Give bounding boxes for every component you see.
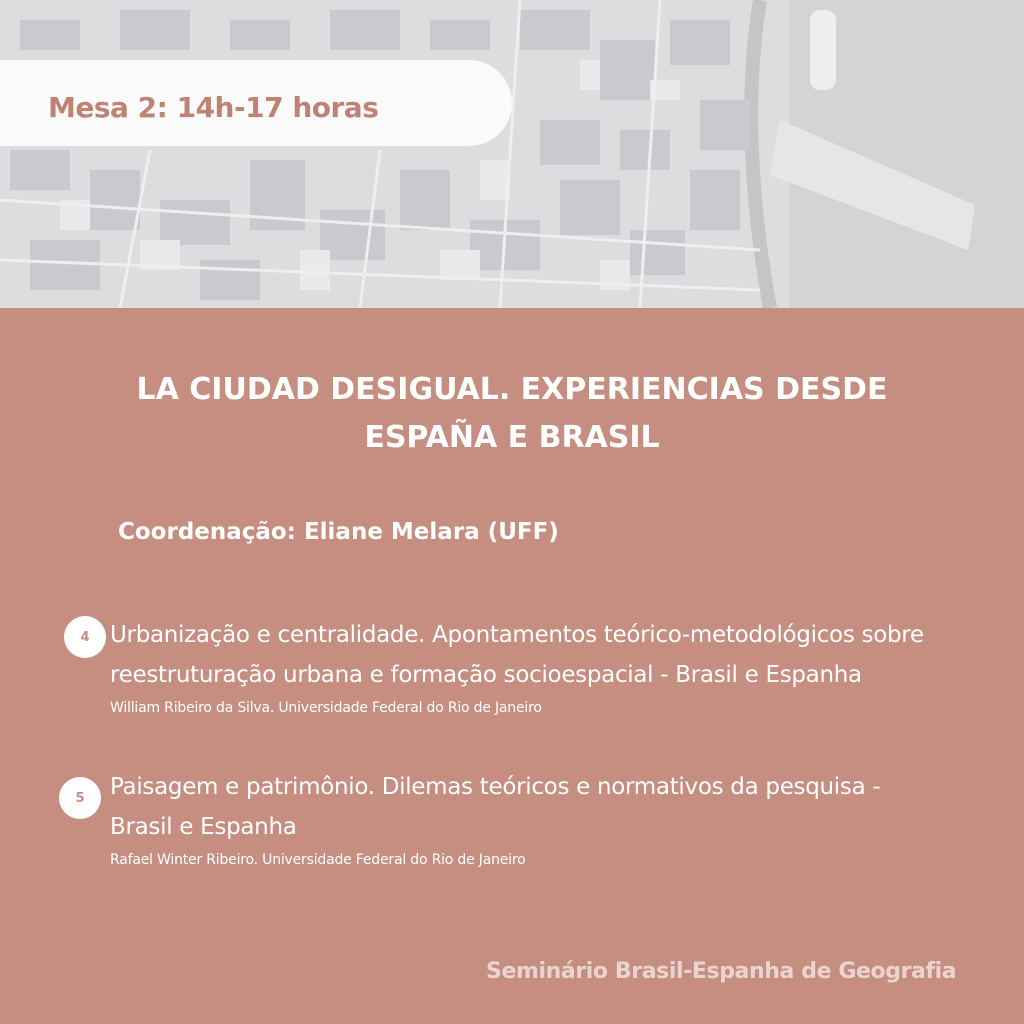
talk-title-line1: Urbanização e centralidade. Apontamentos teórico-metodológicos sobre bbox=[110, 622, 924, 648]
session-title bbox=[60, 366, 964, 462]
talk-author: Rafael Winter Ribeiro. Universidade Federal do Rio de Janeiro bbox=[110, 852, 526, 868]
talk-title bbox=[110, 615, 990, 695]
talk-title-line2: Brasil e Espanha bbox=[110, 814, 297, 840]
coordination-label: Coordenação: Eliane Melara (UFF) bbox=[118, 519, 559, 545]
talk-number-badge: 4 bbox=[64, 616, 106, 658]
talk-number-badge: 5 bbox=[59, 777, 101, 819]
session-title-line1: LA CIUDAD DESIGUAL. EXPERIENCIAS DESDE bbox=[136, 372, 888, 407]
city-map-graphic bbox=[0, 0, 1024, 308]
footer-event-name: Seminário Brasil-Espanha de Geografia bbox=[486, 959, 957, 984]
session-title-line2: ESPAÑA E BRASIL bbox=[364, 420, 660, 455]
talk-title bbox=[110, 767, 990, 847]
talk-author: William Ribeiro da Silva. Universidade Federal do Rio de Janeiro bbox=[110, 700, 542, 716]
aerial-city-image bbox=[0, 0, 1024, 308]
talk-title-line2: reestruturação urbana e formação socioespacial - Brasil e Espanha bbox=[110, 662, 862, 688]
talk-title-line1: Paisagem e patrimônio. Dilemas teóricos e normativos da pesquisa - bbox=[110, 774, 881, 800]
session-time-label: Mesa 2: 14h-17 horas bbox=[48, 91, 379, 124]
